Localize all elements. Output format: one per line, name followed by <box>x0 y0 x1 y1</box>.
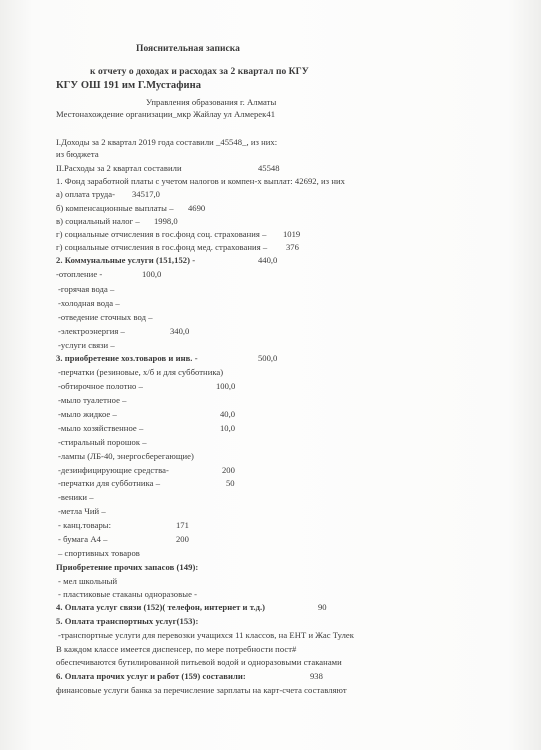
utilities-item-label: -услуги связи – <box>58 340 115 350</box>
payroll-item-value: 1998,0 <box>154 216 178 226</box>
other-services-title: 6. Оплата прочих услуг и работ (159) составили: <box>56 671 246 681</box>
payroll-item-label: г) социальные отчисления в гос.фонд соц. страхования – <box>56 229 267 239</box>
goods-item-label: -мыло туалетное – <box>58 395 127 405</box>
utilities-item-value: 340,0 <box>170 326 190 336</box>
utilities-title: 2. Коммунальные услуги (151,152) - <box>56 255 196 265</box>
utilities-item-label: -отопление - <box>56 269 103 279</box>
payroll-title: 1. Фонд заработной платы с учетом налогов и компен-х выплат: 42692, из них <box>56 176 345 186</box>
goods-item-value: 40,0 <box>220 409 236 419</box>
goods-item-label: -метла Чий – <box>58 506 106 516</box>
expenses-title: II.Расходы за 2 квартал составили <box>56 163 182 173</box>
utilities-item-value: 100,0 <box>142 269 162 279</box>
payroll-item-label: в) социальный налог – <box>56 216 140 226</box>
payroll-item-label: г) социальные отчисления в гос.фонд мед. страхования – <box>56 242 268 252</box>
goods-item-value: 50 <box>226 478 235 488</box>
goods-item-label: -мыло хозяйственное – <box>58 423 144 433</box>
payroll-item-value: 1019 <box>283 229 301 239</box>
other-services-value: 938 <box>310 671 323 681</box>
transport-title: 5. Оплата транспортных услуг(153): <box>56 616 199 626</box>
goods-item-label: -веники – <box>58 492 94 502</box>
utilities-item-label: -электроэнергия – <box>58 326 125 336</box>
communication-value: 90 <box>318 602 327 612</box>
school-name: КГУ ОШ 191 им Г.Мустафина <box>56 80 202 91</box>
goods-item-value: 171 <box>176 520 189 530</box>
transport-line: В каждом классе имеется диспенсер, по мере потребности пост# <box>56 644 297 654</box>
goods-item-value: 200 <box>222 465 235 475</box>
payroll-item-value: 34517,0 <box>132 189 160 199</box>
communication-title: 4. Оплата услуг связи (152)( телефон, интернет и т.д.) <box>56 602 266 612</box>
utilities-item-label: -горячая вода – <box>58 284 115 294</box>
goods-item-value: 100,0 <box>216 381 236 391</box>
document-subtitle: к отчету о доходах и расходах за 2 квартал по КГУ <box>90 67 309 77</box>
goods-item-label: -перчатки для субботника – <box>58 478 161 488</box>
income-line: I.Доходы за 2 квартал 2019 года составили _45548_, из них: <box>56 137 278 147</box>
payroll-item-value: 376 <box>286 242 299 252</box>
payroll-item-label: а) оплата труда- <box>56 189 116 199</box>
organization-location: Местонахождение организации_мкр Жайлау ул Алмерек41 <box>56 109 276 119</box>
transport-line: -транспортные услуги для перевозки учащихся 11 классов, на ЕНТ и Жас Тулек <box>58 630 355 640</box>
goods-item-label: – спортивных товаров <box>58 548 140 558</box>
goods-item-value: 10,0 <box>220 423 236 433</box>
goods-total: 500,0 <box>258 353 278 363</box>
goods-item-label: -стиральный порошок – <box>58 437 147 447</box>
goods-item-label: - бумага А4 – <box>58 534 108 544</box>
goods-item-value: 200 <box>176 534 189 544</box>
other-services-line: финансовые услуги банка за перечисление зарплаты на карт-счета составляют <box>56 685 347 695</box>
expenses-total: 45548 <box>258 163 280 173</box>
other-supplies-item: - мел школьный <box>58 576 118 586</box>
other-supplies-title: Приобретение прочих запасов (149): <box>56 562 199 572</box>
document-title: Пояснительная записка <box>136 44 240 54</box>
income-budget-label: из бюджета <box>56 149 99 159</box>
payroll-item-label: б) компенсационные выплаты – <box>56 203 174 213</box>
utilities-item-label: -холодная вода – <box>58 298 120 308</box>
utilities-total: 440,0 <box>258 255 278 265</box>
utilities-item-label: -отведение сточных вод – <box>58 312 153 322</box>
other-supplies-item: - пластиковые стаканы одноразовые - <box>58 589 198 599</box>
goods-title: 3. приобретение хоз.товаров и инв. - <box>56 353 198 363</box>
goods-item-label: -перчатки (резиновые, х/б и для субботника) <box>58 367 224 377</box>
transport-line: обеспечиваются бутилированной питьевой водой и одноразовыми стаканами <box>56 657 342 667</box>
goods-item-label: -обтирочное полотно – <box>58 381 143 391</box>
payroll-item-value: 4690 <box>188 203 206 213</box>
goods-item-label: -дезинфицирующие средства- <box>58 465 169 475</box>
goods-item-label: -мыло жидкое – <box>58 409 117 419</box>
department-name: Управления образования г. Алматы <box>146 97 277 107</box>
goods-item-label: -лампы (ЛБ-40, энергосберегающие) <box>58 451 194 461</box>
goods-item-label: - канц.товары: <box>58 520 112 530</box>
